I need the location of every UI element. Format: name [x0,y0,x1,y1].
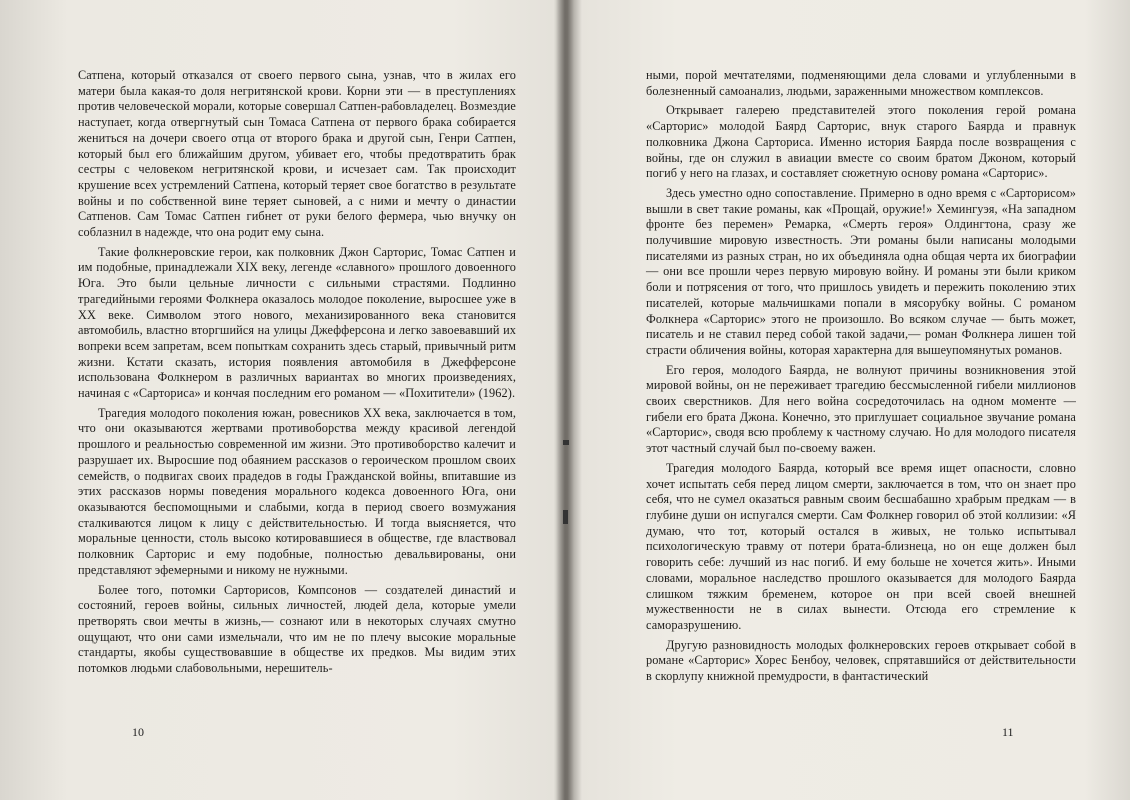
right-paragraph-5: Трагедия молодого Баярда, который все время ищет опасности, словно хочет испытать себя перед лицом смерти, заключается в том, что он знает про себя, что не сумел оказаться равным своим бесшабашно храбрым предкам — в глубине души он испугался смерти. Сам Фолкнер говорил об этой коллизии: «Я думаю, что тот, который остался в живых, не только испытывал психологическую травму от потери брата-близнеца, но он еще должен был говорить себе: лучший из нас погиб. И ему больше не хочется жить». Иными словами, моральное наследство прошлого оказывается для молодого Баярда слишком тяжким бременем, которое он при всей своей внешней мужественности не в силах вынести. Отсюда его стремление к саморазрушению. [646,460,1076,632]
right-paragraph-6: Другую разновидность молодых фолкнеровских героев открывает собой в романе «Сарторис» Хорес Бенбоу, человек, спрятавшийся от действительности в скорлупу книжной премудрости, в фантастический [646,637,1076,684]
right-page [566,0,1130,800]
left-paragraph-4: Более того, потомки Сарторисов, Компсонов — создателей династий и состояний, героев войны, сильных личностей, людей дела, которые умели претворять свои мечты в жизнь,— сознают или в некоторых случаях смутно ощущают, что они сами измельчали, что им не по плечу высокие моральные стандарты, якобы существовавшие в обществе их предков. Мы видим этих потомков людьми слабовольными, нерешитель- [78,582,516,676]
left-page [0,0,564,800]
binding-staple-mark [563,440,569,445]
right-paragraph-2: Открывает галерею представителей этого поколения герой романа «Сарторис» молодой Баярд Сарторис, внук старого Баярда и правнук полковника Джона Сарториса. Именно история Баярда после возвращения с войны, где он служил в авиации вместе со своим братом Джоном, который погиб у него на глазах, и составляет сюжетную основу романа «Сарторис». [646,103,1076,181]
right-paragraph-1: ными, порой мечтателями, подменяющими дела словами и углубленными в болезненный самоанализ, людьми, зараженными множеством комплексов. [646,68,1076,98]
right-paragraph-4: Его героя, молодого Баярда, не волнуют причины возникновения этой мировой войны, он не переживает трагедию бессмысленной гибели миллионов своих сверстников. Для него война сосредоточилась на одном моменте — гибели его брата Джона. Конечно, это приглушает социальное звучание романа «Сарторис», сводя всю проблему к частному случаю. Но для молодого писателя этот частный случай был по-своему важен. [646,362,1076,456]
left-paragraph-2: Такие фолкнеровские герои, как полковник Джон Сарторис, Томас Сатпен и им подобные, принадлежали XIX веку, легенде «славного» прошлого довоенного Юга. Это были цельные личности с сильными страстями. Подлинно трагедийными героями Фолкнера оказалось молодое поколение, выросшее уже в XX веке. Символом этого нового, механизированного века становится автомобиль, властно вторгшийся на улицы Джефферсона и легко завоевавший их вопреки всем запретам, всем попыткам сохранить здесь старый, привычный ритм жизни. Кстати сказать, история появления автомобиля в Джефферсоне использована Фолкнером в различных вариантах во многих произведениях, начиная с «Сарториса» и кончая последним его романом — «Похитители» (1962). [78,244,516,401]
right-paragraph-3: Здесь уместно одно сопоставление. Примерно в одно время с «Сарторисом» вышли в свет такие романы, как «Прощай, оружие!» Хемингуэя, «На западном фронте без перемен» Ремарка, «Смерть героя» Олдингтона, сразу же получившие мировую известность. Эти романы были написаны молодыми писателями из разных стран, но их объединяла одна общая черта их биографии — они все прошли через первую мировую войну. И романы эти были криком боли и потрясения от того, что пришлось увидеть и пережить поколению этих писателей, которые мальчишками попали в мясорубку войны. С романом Фолкнера «Сарторис» этого не произошло. Во всяком случае — быть может, писатель и не ставил перед собой такой задачи,— роман Фолкнера лишен той страсти обличения войны, которая характерна для вышеупомянутых романов. [646,185,1076,357]
binding-staple-mark [563,510,568,524]
left-paragraph-3: Трагедия молодого поколения южан, ровесников XX века, заключается в том, что они оказываются жертвами противоборства между красивой легендой прошлого и реальностью современной им жизни. Это противоборство калечит и разрушает их. Выросшие под обаянием рассказов о героическом прошлом своих семейств, о подвигах своих прадедов в годы Гражданской войны, впитавшие из этих рассказов нормы поведения морального кодекса довоенного Юга, они оказываются беспомощными и слабыми, когда в период своего возмужания сталкиваются лицом к лицу с действительностью. И тогда выясняется, что моральные ценности, столь высоко котировавшиеся в обществе, где властвовал полковник Сарторис и ему подобные, полностью девальвированы, они представляют эфемерными и никому не нужными. [78,405,516,577]
right-page-number: 11 [1002,725,1014,739]
left-page-text [78,68,516,681]
right-page-text [646,68,1076,689]
left-page-number: 10 [132,725,144,739]
left-paragraph-1: Сатпена, который отказался от своего первого сына, узнав, что в жилах его матери была какая-то доля негритянской крови. Корни эти — в преступлениях против человеческой морали, которые совершал Сатпен-рабовладелец. Возмездие наступает, когда отвергнутый сын Томаса Сатпена от первого брака собирается жениться на дочери своего отца от второго брака и другой сын, Генри Сатпен, который был его ближайшим другом, убивает его, чтобы предотвратить брак сестры с человеком негритянской крови, и исчезает сам. Так происходит крушение всех устремлений Сатпена, который теряет свое богатство в результате войны и по собственной вине теряет сыновей, а с ними и мечту о династии Сатпенов. Сам Томас Сатпен гибнет от руки белого фермера, чью внучку он соблазнил в надежде, что она родит ему сына. [78,68,516,240]
